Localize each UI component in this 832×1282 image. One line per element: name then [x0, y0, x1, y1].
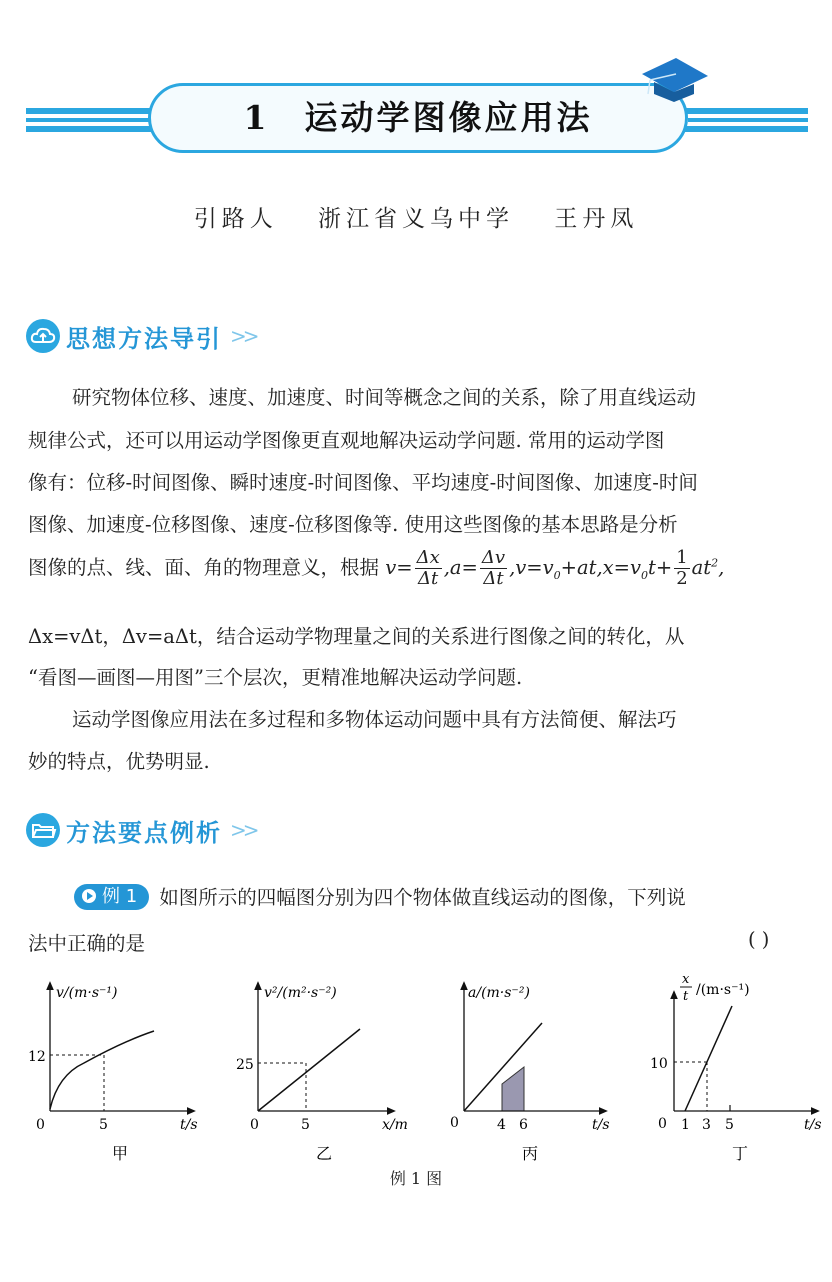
curve-series	[50, 1031, 154, 1109]
graph-ding	[640, 968, 830, 1165]
y-axis-label-frac-num: x	[682, 972, 690, 987]
guide-name: 王丹凤	[554, 206, 639, 232]
double-chevron-icon: >>	[230, 324, 256, 348]
guide-school: 浙江省义乌中学	[318, 206, 514, 232]
y-tick-label: 10	[650, 1056, 668, 1072]
example-line-2: 法中正确的是	[28, 932, 146, 955]
chapter-number: 1	[243, 98, 270, 137]
guide-role: 引路人	[193, 206, 278, 232]
x-tick-label: 0	[36, 1117, 45, 1133]
x-tick-label: 5	[725, 1117, 734, 1133]
graduation-cap-icon	[640, 54, 710, 106]
figure-caption: 例 1 图	[389, 1169, 443, 1188]
y-axis-label: /(m·s⁻¹)	[696, 982, 750, 998]
x-axis-label: t/s	[592, 1117, 610, 1133]
section-heading-examples	[26, 810, 256, 850]
title-stripe-left-3	[26, 126, 156, 132]
formula-lead-text: 图像的点、线、面、角的物理意义，根据	[28, 556, 380, 579]
section-heading-method-guide	[26, 316, 256, 356]
formula-v: v= $\frac{\Delta x}{\Delta t}$ ,a= $\frac{\Delta v}{\Delta t}$ $,v=v_0+at,x=v_0t+$ $\frac{1}{2}$ $at^2$,	[385, 547, 725, 589]
x-tick-label: 6	[519, 1117, 528, 1133]
cloud-icon	[26, 319, 60, 353]
example-line-1	[74, 882, 832, 910]
para-line-3: 像有：位移-时间图像、瞬时速度-时间图像、平均速度-时间图像、加速度-时间	[28, 471, 698, 494]
para-line-2: 规律公式，还可以用运动学图像更直观地解决运动学问题. 常用的运动学图	[28, 429, 665, 452]
guide-line	[0, 200, 832, 233]
double-chevron-icon: >>	[230, 818, 256, 842]
para-line-5-formula	[28, 548, 818, 589]
y-axis-label-frac-den: t	[683, 989, 689, 1004]
para2-line-2: 妙的特点，优势明显.	[28, 750, 210, 773]
answer-bracket: ( )	[748, 928, 770, 951]
title-stripe-right-2	[688, 118, 808, 122]
section-title: 方法要点例析	[66, 818, 222, 847]
example-badge: 例 1	[74, 884, 149, 910]
x-tick-label: 0	[250, 1117, 259, 1133]
title-banner	[148, 83, 688, 153]
x-axis-label: t/s	[804, 1117, 822, 1133]
title-stripe-left-2	[26, 118, 150, 122]
graph-caption: 丙	[522, 1144, 539, 1163]
graph-caption: 丁	[732, 1144, 749, 1163]
line-series	[685, 1006, 732, 1111]
shaded-area	[502, 1067, 524, 1111]
para2-line-1: 运动学图像应用法在多过程和多物体运动问题中具有方法简便、解法巧	[72, 708, 677, 731]
para-line-4: 图像、加速度-位移图像、速度-位移图像等. 使用这些图像的基本思路是分析	[28, 513, 678, 536]
para-line-1: 研究物体位移、速度、加速度、时间等概念之间的关系，除了用直线运动	[72, 386, 697, 409]
page-title: 运动学图像应用法	[304, 98, 593, 137]
x-tick-label: 0	[658, 1116, 667, 1132]
graph-yi	[232, 975, 432, 1165]
x-tick-label: 1	[681, 1117, 690, 1133]
example-question: 如图所示的四幅图分别为四个物体做直线运动的图像，下列说	[159, 886, 686, 909]
x-tick-label: 3	[702, 1117, 711, 1133]
play-icon	[82, 889, 96, 903]
x-axis-label: t/s	[180, 1117, 198, 1133]
title-stripe-right-3	[682, 126, 808, 132]
x-tick-label: 5	[99, 1117, 108, 1133]
x-tick-label: 4	[497, 1117, 506, 1133]
folder-icon	[26, 813, 60, 847]
y-axis-label: v²/(m²·s⁻²)	[264, 985, 337, 1001]
x-axis-label: x/m	[382, 1117, 408, 1133]
y-tick-label: 12	[28, 1049, 46, 1065]
title-stripe-right-1	[682, 108, 808, 114]
para-line-6: Δx=vΔt，Δv=aΔt，结合运动学物理量之间的关系进行图像之间的转化，从	[28, 625, 685, 648]
x-tick-label: 5	[301, 1117, 310, 1133]
x-tick-label: 0	[450, 1115, 459, 1131]
para-line-7: “看图—画图—用图”三个层次，更精准地解决运动学问题.	[28, 666, 523, 689]
graph-jia	[24, 975, 214, 1165]
line-series	[258, 1029, 360, 1111]
graph-caption: 乙	[316, 1144, 333, 1163]
y-tick-label: 25	[236, 1057, 254, 1073]
section-title: 思想方法导引	[66, 324, 222, 353]
graph-caption: 甲	[112, 1144, 129, 1163]
y-axis-label: a/(m·s⁻²)	[468, 985, 530, 1001]
graph-bing	[440, 975, 620, 1165]
title-stripe-left-1	[26, 108, 156, 114]
y-axis-label: v/(m·s⁻¹)	[56, 985, 118, 1001]
